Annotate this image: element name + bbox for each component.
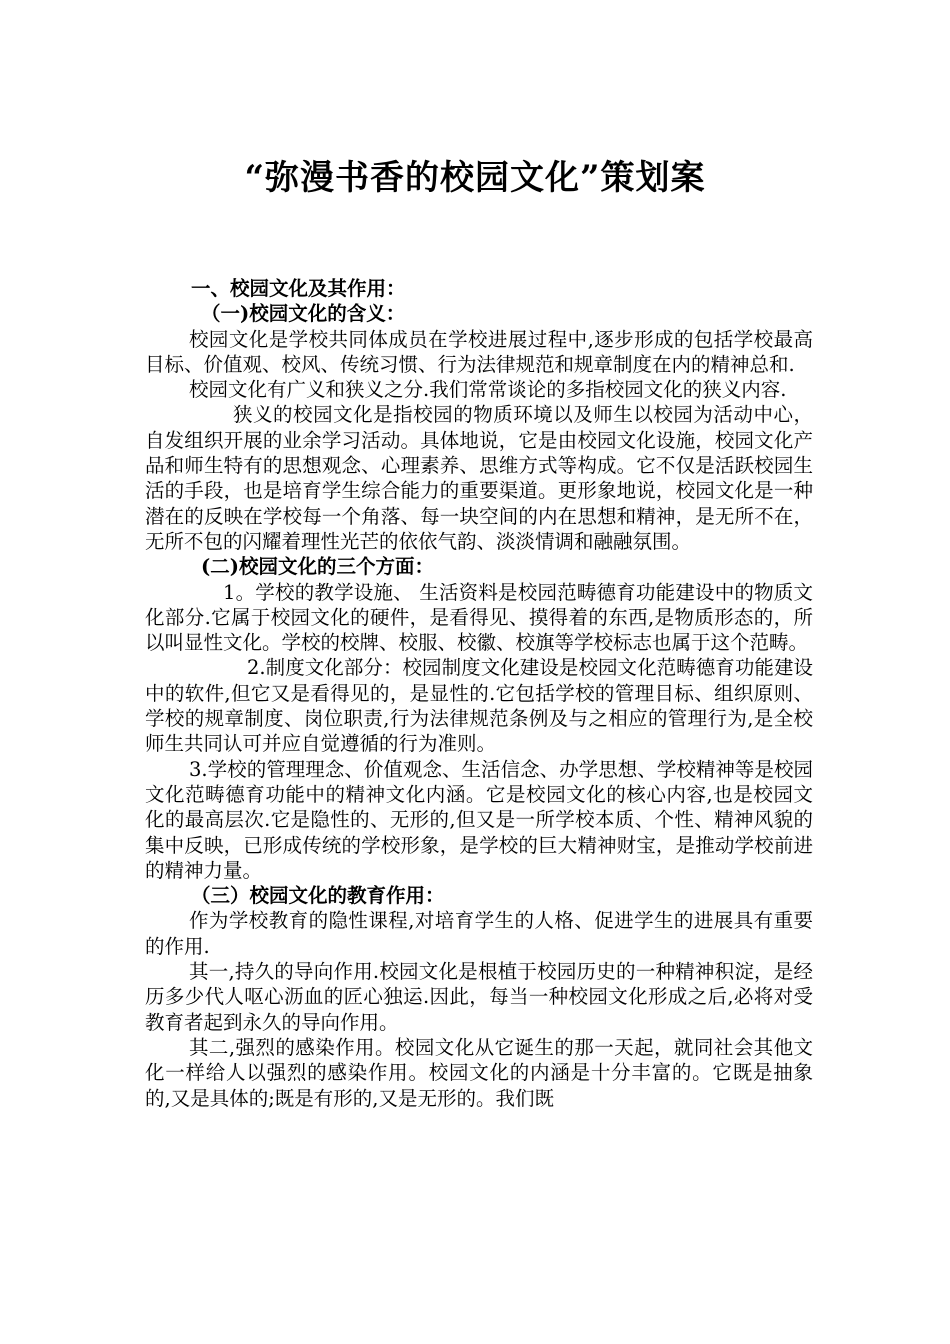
document-title: “弥漫书香的校园文化”策划案	[244, 158, 706, 198]
paragraph: 校园文化是学校共同体成员在学校进展过程中,逐步形成的包括学校最高目标、价值观、校风、传统习惯、行为法律规范和规章制度在内的精神总和.	[145, 327, 813, 376]
section-heading: 一、校园文化及其作用：	[191, 277, 406, 300]
paragraph: 2.制度文化部分：校园制度文化建设是校园文化范畴德育功能建设中的软件,但它又是看得见的，是显性的.它包括学校的管理目标、组织原则、学校的规章制度、岗位职责,行为法律规范条例及与之相应的管理行为,是全校师生共同认可并应自觉遵循的行为准则。	[145, 656, 813, 756]
paragraph: 校园文化有广义和狭义之分.我们常常谈论的多指校园文化的狭义内容.	[189, 378, 787, 402]
document-body	[145, 276, 813, 1111]
paragraph: 其二,强烈的感染作用。校园文化从它诞生的那一天起，就同社会其他文化一样给人以强烈的感染作用。校园文化的内涵是十分丰富的。它既是抽象的,又是具体的;既是有形的,又是无形的。我们既	[145, 1035, 813, 1110]
paragraph: 3.学校的管理理念、价值观念、生活信念、办学思想、学校精神等是校园文化范畴德育功能中的精神文化内涵。它是校园文化的核心内容,也是校园文化的最高层次.它是隐性的、无形的,但又是一所学校本质、个性、精神风貌的集中反映，已形成传统的学校形象，是学校的巨大精神财宝，是推动学校前进的精神力量。	[145, 757, 813, 882]
subsection-heading: (二)校园文化的三个方面：	[201, 555, 434, 579]
paragraph: 1。学校的教学设施、 生活资料是校园范畴德育功能建设中的物质文化部分.它属于校园文化的硬件，是看得见、摸得着的东西,是物质形态的，所以叫显性文化。学校的校牌、校服、校徽、校旗等学校标志也属于这个范畴。	[145, 580, 813, 655]
subsection-heading: （三）校园文化的教育作用：	[191, 884, 445, 908]
subsection-heading: （一)校园文化的含义：	[201, 302, 406, 326]
paragraph: 狭义的校园文化是指校园的物质环境以及师生以校园为活动中心，自发组织开展的业余学习活动。具体地说，它是由校园文化设施，校园文化产品和师生特有的思想观念、心理素养、思维方式等构成。它不仅是活跃校园生活的手段，也是培育学生综合能力的重要渠道。更形象地说，校园文化是一种潜在的反映在学校每一个角落、每一块空间的内在思想和精神，是无所不在，无所不包的闪耀着理性光芒的依依气韵、淡淡情调和融融氛围。	[145, 403, 813, 553]
paragraph: 其一,持久的导向作用.校园文化是根植于校园历史的一种精神积淀，是经历多少代人呕心沥血的匠心独运.因此，每当一种校园文化形成之后,必将对受教育者起到永久的导向作用。	[145, 960, 813, 1034]
paragraph: 作为学校教育的隐性课程,对培育学生的人格、促进学生的进展具有重要的作用.	[145, 909, 813, 958]
